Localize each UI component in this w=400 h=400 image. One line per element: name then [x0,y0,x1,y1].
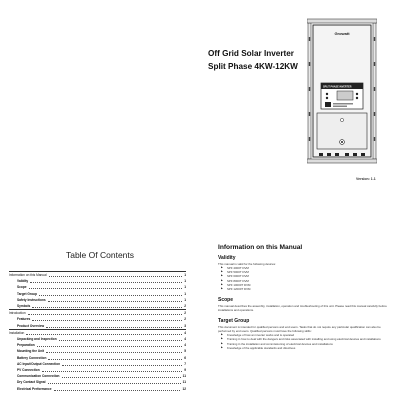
device-item: ▶ SPF 8000T DVM [218,279,388,283]
toc-leader [32,320,182,321]
skill-list [218,333,388,350]
toc-entry-label: Dry Contact Signal [17,380,46,385]
inverter-illustration [307,17,377,165]
cover-title [208,47,298,73]
toc-entry-page: 11 [182,374,186,379]
version-label: Version: 1.1 [356,177,376,181]
toc-leader [48,359,182,360]
device-list [218,266,388,291]
toc-entry-page: 1 [184,279,186,284]
skill-item: ▶ Training in how to deal with the dangers and risks associated with installing and using electrical devices and installations [218,337,388,341]
toc-leader [54,390,181,391]
toc-entry-page: 5 [184,349,186,354]
scope-text: This manual describes the assembly, installation, operation and troubleshooting of this unit. Please read this manual carefully before installations and operations. [218,304,387,313]
validity-text: This manual is valid for the following devices: [218,262,276,266]
toc-entry[interactable] [9,329,186,336]
device-item: ▶ SPF 12000T DVM [218,287,388,291]
toc-entry-page: 12 [182,386,186,391]
toc-entry-page: 9 [184,368,186,373]
toc-leader [46,327,182,328]
toc-leader [62,377,181,378]
toc-entry-label: Scope [17,285,27,290]
toc-leader [29,288,183,289]
toc-entry-label: AC Input/Output Connection [17,361,61,366]
device-item: ▶ SPF 10000T DVM [218,283,388,287]
toc-entry-label: PV Connection [17,368,40,373]
toc-entry-label: Target Group [17,291,37,296]
skill-item: ▶ Knowledge of the applicable standards and directives [218,346,388,350]
toc-entry[interactable] [9,386,186,392]
toc-leader [48,301,183,302]
cover-title-line1: Off Grid Solar Inverter [208,49,294,58]
toc-entry-label: Validity [17,279,29,284]
toc-entry-page: 1 [184,297,186,302]
skill-item: ▶ Knowledge of how an inverter works and is operated [218,333,388,337]
toc-entry-label: Safety Instructions [17,297,46,302]
toc-entry-page: 1 [184,291,186,296]
scope-heading: Scope [218,297,234,304]
brand-logo: Growatt [334,31,350,36]
toc-entry-page: 4 [184,337,186,342]
toc-entry-label: Preparation [17,343,35,348]
toc-entry-page: 3 [184,323,186,328]
validity-heading: Validity [218,255,236,261]
toc-entry-page: 4 [184,343,186,348]
info-section [218,244,388,350]
toc-title: Table Of Contents [65,250,135,260]
toc-leader [42,371,183,372]
toc-leader [26,334,182,335]
toc-entry-page: 2 [184,311,186,316]
toc-entry-label: Unpacking and Inspection [17,337,57,342]
toc-entry-page: 2 [184,304,186,309]
toc-leader [49,276,183,277]
toc-entry-label: Communication Connection [17,374,60,379]
skill-item: ▶ Training in the installation and commissioning of electrical devices and installations [218,342,388,346]
device-item: ▶ SPF 5000T DVM [218,270,388,274]
info-title: Information on this Manual [218,244,303,251]
toc-entry-label: Introduction [9,311,26,316]
toc-entry[interactable] [9,309,186,316]
toc-leader [32,307,182,308]
toc-entry-page: 6 [184,355,186,360]
toc-leader [46,352,182,353]
toc-leader [37,346,183,347]
toc-entry-page: 1 [184,273,186,277]
toc-entry-label: Mounting the Unit [17,349,45,354]
toc-entry-page: 11 [182,380,186,385]
cover-title-line2: Split Phase 4KW-12KW [208,62,298,71]
toc-leader [28,314,183,315]
target-heading: Target Group [218,318,250,325]
toc-entry[interactable] [9,271,186,278]
toc-entry-label: Symbols [17,304,31,309]
product-label: SPLIT PHASE INVERTER [323,85,352,89]
toc-entry-label: Information on this Manual [9,273,47,277]
toc-leader [30,282,182,283]
toc-entry-label: Installation [9,330,25,335]
toc-entry-label: Features [17,317,31,322]
target-text: This document is intended for qualified persons and end users. Tasks that do not require any particular qualification can also be performed by end users. Qualified persons must have the following skills: [218,325,381,334]
toc-entry-page: 1 [184,285,186,290]
blank-page [0,0,200,200]
toc-leader [48,383,181,384]
device-item: ▶ SPF 6000T DVM [218,274,388,278]
toc-leader [62,365,182,366]
toc-entry-page: 7 [184,361,186,366]
device-item: ▶ SPF 4000T DVM [218,266,388,270]
toc-entry-page: 2 [184,317,186,322]
toc-list [9,271,186,392]
toc-entry-label: Product Overview [17,323,45,328]
toc-entry-label: Electrical Performance [17,386,52,391]
toc-leader [59,340,183,341]
toc-entry-page: 4 [184,330,186,335]
toc-leader [39,295,182,296]
toc-entry-label: Battery Connection [17,355,47,360]
